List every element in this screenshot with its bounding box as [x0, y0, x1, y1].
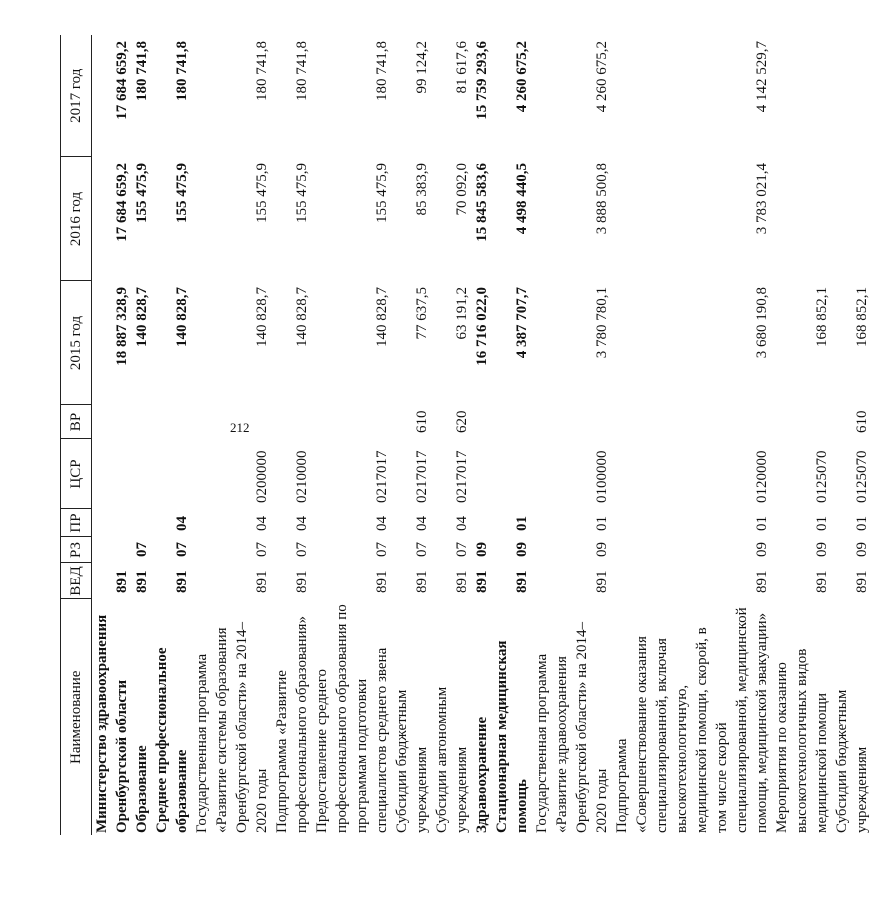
row-csr: 0200000 — [254, 450, 270, 503]
row-rz: 09 — [474, 542, 490, 557]
row-value-2016: 15 845 583,6 — [474, 163, 490, 242]
row-vr — [192, 405, 272, 439]
row-value-2015: 140 828,7 — [174, 287, 190, 347]
col-header-csr: ЦСР — [61, 439, 92, 509]
row-pr: 01 — [854, 516, 870, 531]
row-vr — [492, 405, 532, 439]
col-header-2016: 2016 год — [61, 157, 92, 281]
row-name: Среднее профессиональное образование — [154, 647, 190, 833]
row-ved: 891 — [254, 570, 270, 593]
row-ved: 891 — [594, 570, 610, 593]
row-name: Подпрограмма «Развитие профессионального образования» — [274, 616, 310, 833]
row-ved: 891 — [814, 570, 830, 593]
row-ved: 891 — [474, 570, 490, 593]
row-pr: 04 — [414, 516, 430, 531]
row-name: Предоставление среднего профессионального образования по программам подготовки специалистов среднего звена — [314, 604, 390, 833]
row-ved: 891 — [134, 570, 150, 593]
page-number: 212 — [230, 420, 250, 435]
row-value-2015: 168 852,1 — [814, 287, 830, 347]
row-value-2016: 4 498 440,5 — [514, 163, 530, 235]
row-rz: 09 — [814, 542, 830, 557]
row-csr — [92, 439, 133, 509]
table-row — [392, 35, 432, 835]
row-name: Субсидии автономным учреждениям — [434, 686, 470, 833]
row-value-2016: 155 475,9 — [174, 163, 190, 223]
col-header-2017: 2017 год — [61, 35, 92, 157]
row-value-2016: 3 888 500,8 — [594, 163, 610, 235]
row-value-2016: 155 475,9 — [134, 163, 150, 223]
row-value-2017: 180 741,8 — [174, 41, 190, 101]
row-pr: 04 — [294, 516, 310, 531]
col-header-pr: ПР — [61, 509, 92, 537]
row-name: Образование — [134, 745, 150, 833]
row-vr — [532, 405, 612, 439]
row-rz: 07 — [174, 542, 190, 557]
row-vr — [312, 405, 392, 439]
row-value-2016 — [772, 157, 832, 281]
table-row — [152, 35, 192, 835]
row-pr: 04 — [174, 516, 190, 531]
row-value-2015: 3 680 190,8 — [754, 287, 770, 359]
row-value-2016 — [832, 157, 872, 281]
row-rz: 09 — [854, 542, 870, 557]
row-value-2016: 155 475,9 — [374, 163, 390, 223]
row-ved: 891 — [514, 570, 530, 593]
row-pr: 01 — [754, 516, 770, 531]
row-value-2015: 140 828,7 — [134, 287, 150, 347]
row-value-2015: 18 887 328,9 — [114, 287, 130, 366]
table-row — [472, 35, 492, 835]
row-csr — [132, 439, 152, 509]
row-ved: 891 — [854, 570, 870, 593]
row-name: Министерство здравоохранения Оренбургской области — [94, 614, 130, 833]
row-value-2015: 140 828,7 — [294, 287, 310, 347]
row-rz: 07 — [294, 542, 310, 557]
row-rz: 07 — [414, 542, 430, 557]
row-csr: 0217017 — [454, 450, 470, 503]
row-rz: 07 — [454, 542, 470, 557]
row-pr — [472, 509, 492, 537]
row-name: Мероприятия по оказанию высокотехнологичных видов медицинской помощи — [774, 648, 830, 833]
row-csr: 0100000 — [594, 450, 610, 503]
table-row — [132, 35, 152, 835]
col-header-rz: РЗ — [61, 537, 92, 563]
row-value-2017: 99 124,2 — [414, 41, 430, 94]
row-ved: 891 — [454, 570, 470, 593]
row-value-2016: 85 383,9 — [414, 163, 430, 216]
row-rz: 07 — [374, 542, 390, 557]
row-value-2017 — [772, 35, 832, 157]
row-pr: 01 — [594, 516, 610, 531]
row-csr: 0125070 — [854, 450, 870, 503]
rotated-page — [60, 35, 870, 835]
row-pr: 04 — [374, 516, 390, 531]
row-vr — [92, 405, 133, 439]
row-name: Подпрограмма «Совершенствование оказания специализированной, включая высокотехнологичную, медицинской помощи, скорой, в том числе скорой специализированной, медицинской помощи, медицинской эвакуации» — [614, 607, 770, 833]
row-value-2017: 81 617,6 — [454, 41, 470, 94]
row-csr: 0217017 — [374, 450, 390, 503]
row-ved: 891 — [754, 570, 770, 593]
row-value-2015: 168 852,1 — [854, 287, 870, 347]
row-value-2016: 155 475,9 — [254, 163, 270, 223]
row-name: Субсидии бюджетным учреждениям — [394, 689, 430, 833]
row-csr — [152, 439, 192, 509]
row-vr: 620 — [454, 410, 470, 433]
table-row — [312, 35, 392, 835]
row-name: Здравоохранение — [474, 716, 490, 833]
row-vr — [272, 405, 312, 439]
row-name: Государственная программа «Развитие системы образования Оренбургской области» на 2014–2020 годы — [194, 621, 270, 833]
col-header-name: Наименование — [61, 599, 92, 835]
row-value-2016: 3 783 021,4 — [754, 163, 770, 235]
row-rz: 09 — [754, 542, 770, 557]
row-value-2017: 180 741,8 — [294, 41, 310, 101]
row-value-2017 — [832, 35, 872, 157]
row-rz: 09 — [514, 542, 530, 557]
row-csr: 0210000 — [294, 450, 310, 503]
row-value-2016: 70 092,0 — [454, 163, 470, 216]
budget-table — [60, 35, 872, 835]
row-vr — [152, 405, 192, 439]
row-value-2015: 140 828,7 — [254, 287, 270, 347]
table-row — [832, 35, 872, 835]
row-pr: 01 — [814, 516, 830, 531]
row-rz: 07 — [254, 542, 270, 557]
row-value-2017: 4 260 675,2 — [514, 41, 530, 113]
row-vr: 610 — [414, 410, 430, 433]
row-rz — [92, 537, 133, 563]
table-row — [492, 35, 532, 835]
row-value-2017: 180 741,8 — [134, 41, 150, 101]
row-value-2015: 3 780 780,1 — [594, 287, 610, 359]
col-header-2015: 2015 год — [61, 281, 92, 405]
table-row — [432, 35, 472, 835]
row-name: Государственная программа «Развитие здравоохранения Оренбургской области» на 2014–2020 годы — [534, 621, 610, 833]
row-name: Стационарная медицинская помощь — [494, 640, 530, 833]
row-csr: 0125070 — [814, 450, 830, 503]
row-name: Субсидии бюджетным учреждениям — [834, 689, 870, 833]
row-vr — [772, 405, 832, 439]
row-pr — [132, 509, 152, 537]
row-pr: 01 — [514, 516, 530, 531]
row-pr — [92, 509, 133, 537]
table-row — [92, 35, 133, 835]
row-value-2017: 4 142 529,7 — [754, 41, 770, 113]
row-value-2015: 16 716 022,0 — [474, 287, 490, 366]
row-value-2017: 15 759 293,6 — [474, 41, 490, 120]
row-ved: 891 — [294, 570, 310, 593]
row-value-2017: 17 684 659,2 — [114, 41, 130, 120]
row-ved: 891 — [374, 570, 390, 593]
row-value-2017: 180 741,8 — [374, 41, 390, 101]
row-value-2015: 4 387 707,7 — [514, 287, 530, 359]
row-ved: 891 — [174, 570, 190, 593]
row-pr: 04 — [454, 516, 470, 531]
row-value-2015: 63 191,2 — [454, 287, 470, 340]
col-header-ved: ВЕД — [61, 563, 92, 599]
table-row — [192, 35, 272, 835]
table-row — [532, 35, 612, 835]
row-vr: 610 — [854, 410, 870, 433]
row-vr — [132, 405, 152, 439]
row-value-2017: 180 741,8 — [254, 41, 270, 101]
row-ved: 891 — [114, 570, 130, 593]
row-value-2017: 4 260 675,2 — [594, 41, 610, 113]
table-row — [272, 35, 312, 835]
row-csr: 0217017 — [414, 450, 430, 503]
row-rz: 07 — [134, 542, 150, 557]
table-header-row — [61, 35, 92, 835]
table-row — [772, 35, 832, 835]
col-header-vr: ВР — [61, 405, 92, 439]
row-rz: 09 — [594, 542, 610, 557]
row-value-2015: 140 828,7 — [374, 287, 390, 347]
table-row — [612, 35, 772, 835]
row-vr — [612, 405, 772, 439]
row-value-2016: 17 684 659,2 — [114, 163, 130, 242]
row-csr: 0120000 — [754, 450, 770, 503]
row-csr — [492, 439, 532, 509]
row-csr — [472, 439, 492, 509]
row-value-2015: 77 637,5 — [414, 287, 430, 340]
row-ved: 891 — [414, 570, 430, 593]
row-pr: 04 — [254, 516, 270, 531]
row-value-2016: 155 475,9 — [294, 163, 310, 223]
row-vr — [472, 405, 492, 439]
